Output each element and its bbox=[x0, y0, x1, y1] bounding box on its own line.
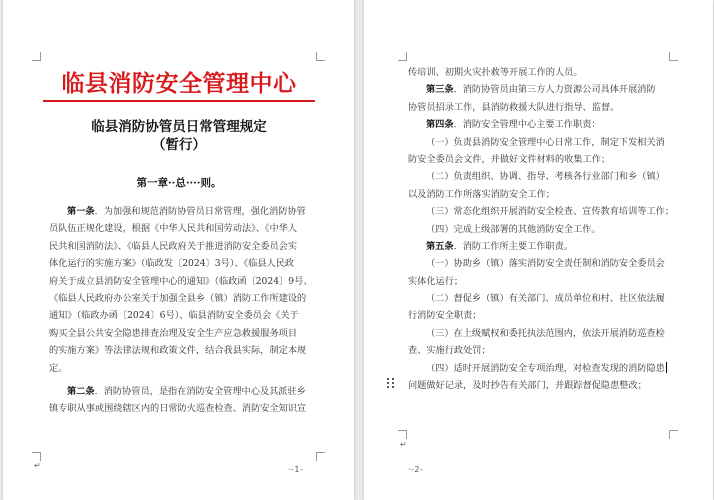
text-line: 第一条．为加强和规范消防协管员日常管理，强化消防协管 bbox=[67, 206, 306, 217]
text-line: 行消防安全职责； bbox=[408, 310, 482, 322]
text-line: 镇专职从事或围绕辖区内的日常防火巡查检查、消防安全知识宣 bbox=[49, 403, 307, 415]
text-line: （二）负责组织、协调、指导、考核各行业部门和乡（镇） bbox=[426, 171, 665, 183]
text-line: 协管员招录工作，县消防救援大队进行指导、监督。 bbox=[408, 101, 620, 113]
crop-mark bbox=[669, 52, 678, 61]
crop-mark bbox=[398, 52, 407, 61]
text-line: （一）负责县消防安全管理中心日常工作，制定下发相关消 bbox=[426, 136, 665, 148]
text-line: 员队伍正规化建设，根据《中华人民共和国劳动法》、《中华人 bbox=[49, 223, 298, 235]
paragraph-drag-handle-icon[interactable] bbox=[387, 378, 395, 388]
crop-mark bbox=[32, 452, 41, 461]
crop-mark bbox=[398, 430, 407, 439]
text-line: 以及消防工作所落实消防安全工作； bbox=[408, 188, 555, 200]
letterhead-red-rule bbox=[43, 100, 315, 102]
text-line: 防安全委员会文件，并做好文件材料的收集工作； bbox=[408, 153, 611, 165]
text-line: 体化运行的实施方案》（临政发〔2024〕3号）、《临县人民政 bbox=[49, 258, 295, 270]
chapter-heading[interactable]: 第一章··总····则。 bbox=[136, 177, 222, 189]
page-2-body[interactable] bbox=[408, 64, 674, 394]
text-line: 第五条．消防工作所主要工作职责。 bbox=[426, 240, 573, 252]
crop-mark bbox=[316, 52, 325, 61]
document-page-1 bbox=[3, 0, 354, 500]
letterhead-title: 临县消防安全管理中心 bbox=[61, 71, 297, 97]
text-line: （三）常态化组织开展消防安全检查、宣传教育培训等工作； bbox=[426, 206, 675, 218]
text-line: 第二条．消防协管员，是指在消防安全管理中心及其派驻乡 bbox=[67, 386, 306, 397]
article-label: 第一条 bbox=[67, 206, 95, 217]
text-line: （一）协助乡（镇）落实消防安全责任制和消防安全委员会 bbox=[426, 258, 665, 270]
article-label: 第四条 bbox=[426, 119, 454, 131]
article-label: 第五条 bbox=[426, 240, 454, 252]
article-label: 第三条 bbox=[426, 84, 454, 96]
crop-mark bbox=[316, 452, 325, 461]
text-line: 民共和国消防法》、《临县人民政府关于推进消防安全委员会实 bbox=[49, 240, 298, 252]
text-line: 《临县人民政府办公室关于加强全县乡（镇）消防工作所建设的 bbox=[49, 292, 307, 304]
crop-mark bbox=[32, 52, 41, 61]
text-line: 第三条．消防协管员由第三方人力资源公司具体开展消防 bbox=[426, 84, 656, 96]
text-line: 实体化运行； bbox=[408, 275, 464, 287]
paragraph-mark: ↵ bbox=[400, 440, 407, 449]
text-line: 第四条．消防安全管理中心主要工作职责： bbox=[426, 119, 601, 131]
text-line: 府关于成立县消防安全管理中心的通知》（临政函〔2024〕9号、 bbox=[49, 275, 313, 287]
page-number: ·-1- bbox=[288, 465, 304, 474]
article-2[interactable] bbox=[49, 383, 306, 418]
text-line: 购买全县公共安全隐患排查治理及安全生产应急救援服务项目 bbox=[49, 327, 298, 339]
page-number: ·-2- bbox=[408, 465, 424, 474]
text-line: 查、实施行政处罚； bbox=[408, 345, 491, 357]
text-line: 通知》（临政办函〔2024〕6号）、临县消防安全委员会《关于 bbox=[49, 310, 299, 322]
text-line: 传培训、初期火灾扑救等开展工作的人员。 bbox=[408, 67, 583, 78]
document-page-2 bbox=[364, 0, 713, 500]
text-line: （三）在上级赋权和委托执法范围内，依法开展消防巡查检 bbox=[426, 327, 665, 339]
text-line: （四）完成上级部署的其他消防安全工作。 bbox=[426, 223, 601, 235]
document-subtitle[interactable]: （暂行） bbox=[152, 137, 206, 153]
text-line: 问题做好记录，及时抄告有关部门，并跟踪督促隐患整改； bbox=[408, 380, 647, 392]
article-1[interactable] bbox=[49, 203, 313, 377]
text-line: （二）督促乡（镇）有关部门、成员单位和村、社区依法履 bbox=[426, 293, 665, 305]
crop-mark bbox=[669, 430, 678, 439]
text-line: （四）适时开展消防安全专项治理，对检查发现的消防隐患 bbox=[426, 362, 665, 374]
text-line: 的实施方案》等法律法规和政策文件，结合我县实际，制定本规 bbox=[49, 345, 307, 357]
text-cursor bbox=[666, 362, 667, 373]
document-title[interactable]: 临县消防协管员日常管理规定 bbox=[91, 119, 267, 135]
article-label: 第二条 bbox=[67, 386, 95, 397]
text-line: 定。 bbox=[49, 362, 68, 374]
paragraph-mark: ↵ bbox=[34, 461, 41, 470]
